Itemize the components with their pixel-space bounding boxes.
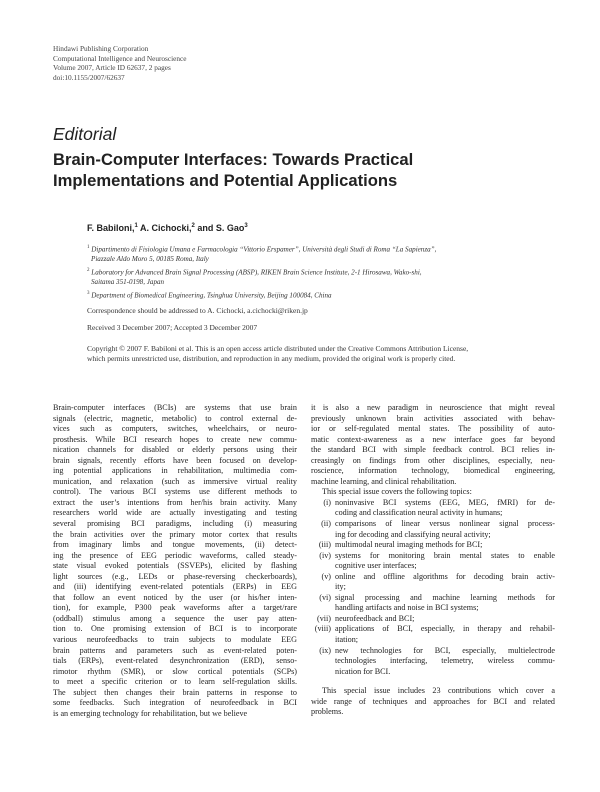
left-column (53, 403, 297, 719)
topic-text: technologies interfacing, telemetry, wireless commu- (335, 656, 555, 666)
text-line: researchers world wide are actually investigating and testing (53, 508, 297, 518)
affiliation-number: 3 (87, 290, 90, 296)
topic-item (311, 646, 555, 657)
topic-text: applications of BCI, especially, in therapy and rehabil- (335, 624, 555, 634)
topic-item (311, 530, 555, 541)
topic-item (311, 572, 555, 583)
volume-info: Volume 2007, Article ID 62637, 2 pages (53, 63, 171, 73)
author-name: A. Cichocki, (137, 223, 192, 233)
topic-text: signal processing and machine learning methods for (335, 592, 555, 602)
text-line: and (iii) identifying event-related potentials (ERPs) in EEG (53, 582, 297, 592)
topic-item (311, 582, 555, 593)
affiliation-line: Dipartimento di Fisiologia Umana e Farmacologia “Vittorio Erspamer”, Università degli Studi di Roma “La Sapienza”, (91, 245, 437, 254)
text-line: matic context-awareness as a new interface goes far beyond (311, 434, 555, 444)
text-line: prosthesis. While BCI research hopes to create new commu- (53, 434, 297, 444)
text-line: signals (electric, magnetic, metabolic) to control external de- (53, 413, 297, 423)
text-line: is an emerging technology for rehabilitation, but we believe (53, 708, 248, 718)
text-line: some feedbacks. Such integration of neurofeedback in BCI (53, 698, 297, 708)
author-name: F. Babiloni, (87, 223, 135, 233)
text-line: several promising BCI paradigms, including (i) measuring (53, 519, 297, 529)
article-title (53, 149, 553, 191)
topic-item (311, 519, 555, 530)
intro-paragraph (311, 403, 555, 487)
affiliation-marker: 3 (244, 223, 248, 229)
received-date: Received 3 December 2007; Accepted 3 December 2007 (87, 323, 258, 332)
topic-text: comparisons of linear versus nonlinear signal process- (335, 519, 555, 529)
topic-text: neurofeedback and BCI; (335, 613, 415, 623)
affiliation (87, 289, 557, 301)
topic-item (311, 624, 555, 635)
topic-text: nication for BCI. (335, 666, 391, 676)
publisher: Hindawi Publishing Corporation (53, 44, 149, 53)
copyright-notice (87, 344, 557, 364)
topic-item (311, 498, 555, 509)
topic-number: (v) (321, 571, 331, 581)
text-line: munication, and relaxation (such as immersive virtual reality (53, 476, 297, 486)
topic-number: (vii) (317, 613, 331, 623)
journal-header (53, 44, 187, 82)
text-line: previously unknown brain activities associated with behav- (311, 413, 555, 423)
text-line: vices such as computers, switches, wheelchairs, or neuro- (53, 424, 297, 434)
topic-number: (viii) (314, 624, 331, 634)
text-line: (oddball) stimulus among a sequence the user pay atten- (53, 613, 297, 623)
topic-text: online and offline algorithms for decoding brain activ- (335, 571, 555, 581)
topic-text: ing for decoding and classifying neural activity; (335, 529, 491, 539)
copyright-line: which permits unrestricted use, distribution, and reproduction in any medium, provided the original work is properly cited. (87, 354, 456, 363)
topic-item (311, 614, 555, 625)
closing-paragraph (311, 686, 555, 718)
topic-item (311, 551, 555, 562)
topic-text: handling artifacts and noise in BCI systems; (335, 603, 479, 613)
title-line: Brain-Computer Interfaces: Towards Practical (53, 150, 414, 169)
affiliation-line: Saitama 351-0198, Japan (91, 277, 165, 286)
title-line: Implementations and Potential Applications (53, 171, 398, 190)
text-line: various neurofeedbacks to train subjects to modulate EEG (53, 635, 297, 645)
text-line: it is also a new paradigm in neuroscience that might reveal (311, 403, 555, 412)
topic-text: noninvasive BCI systems (EEG, MEG, fMRI) for de- (335, 497, 555, 507)
text-line: Brain-computer interfaces (BCIs) are systems that use brain (53, 403, 297, 412)
topic-item (311, 561, 555, 572)
topic-text: cognitive user interfaces; (335, 561, 417, 571)
section-label: Editorial (53, 124, 117, 144)
text-line: ing the presence of EEG periodic waveforms, called steady- (53, 550, 297, 560)
affiliation-line: Piazzale Aldo Moro 5, 00185 Roma, Italy (91, 255, 209, 264)
topic-number: (ii) (321, 519, 331, 529)
topic-number: (iii) (318, 540, 331, 550)
topic-number: (vi) (319, 592, 331, 602)
text-line: tials (ERPs), event-related desynchronization (ERD), senso- (53, 656, 297, 666)
text-line: extract the user’s intentions from her/his brain activity. Many (53, 497, 297, 507)
text-line: tion), for example, P300 peak waveforms after a target/rare (53, 603, 297, 613)
author-list (87, 223, 248, 233)
topic-text: multimodal neural imaging methods for BCI; (335, 540, 483, 550)
text-line: creasingly on findings from other disciplines, especially, neu- (311, 455, 555, 465)
topics-intro: This special issue covers the following topics: (322, 487, 472, 497)
topic-item (311, 667, 555, 678)
topic-list (311, 498, 555, 677)
journal-name: Computational Intelligence and Neuroscience (53, 53, 187, 63)
correspondence: Correspondence should be addressed to A. Cichocki, a.cichocki@riken.jp (87, 306, 308, 315)
affiliation-number: 2 (87, 267, 90, 273)
text-line: the standard BCI with simple feedback control. BCI relies in- (311, 445, 555, 455)
doi: doi:10.1155/2007/62637 (53, 72, 125, 82)
text-line: wide range of techniques and approaches for BCI and related (311, 696, 555, 706)
text-line: from imaginary limbs and tongue movements, (ii) detect- (53, 540, 297, 550)
affiliation-marker: 2 (191, 223, 195, 229)
topic-number: (i) (323, 497, 331, 507)
topic-number: (iv) (319, 550, 331, 560)
text-line: to meet a specific criterion or to learn self-regulation skills. (53, 677, 297, 687)
affiliations (87, 243, 557, 302)
right-column (311, 403, 555, 718)
author-name: and S. Gao (194, 223, 245, 233)
text-line: problems. (311, 707, 344, 717)
text-line: machine learning, and clinical rehabilitation. (311, 476, 457, 486)
topic-text: itation; (335, 635, 359, 645)
topic-number: (ix) (319, 645, 331, 655)
copyright-line: Copyright © 2007 F. Babiloni et al. This is an open access article distributed under the Creative Commons Attribution License, (87, 344, 469, 353)
topic-text: ity; (335, 582, 346, 592)
text-line: roscience, information technology, biomedical engineering, (311, 466, 555, 476)
topic-item (311, 540, 555, 551)
text-line: rimotor rhythm (SMR), or slow cortical potentials (SCPs) (53, 666, 297, 676)
affiliation (87, 243, 557, 265)
topic-text: coding and classification neural activity in humans; (335, 508, 503, 518)
topic-item (311, 508, 555, 519)
text-line: ing potential applications in rehabilitation, multimedia com- (53, 466, 297, 476)
topic-item (311, 635, 555, 646)
text-line: The subject then changes their brain patterns in response to (53, 687, 297, 697)
affiliation-line: Department of Biomedical Engineering, Tsinghua University, Beijing 100084, China (91, 290, 332, 299)
topic-item (311, 603, 555, 614)
text-line: ior or self-regulated mental states. The possibility of auto- (311, 424, 555, 434)
affiliation-line: Laboratory for Advanced Brain Signal Processing (ABSP), RIKEN Brain Science Institute, 2-1 Hirosawa, Wako-shi, (91, 268, 422, 277)
text-line: state visual evoked potentials (SSVEPs), elicited by flashing (53, 561, 297, 571)
text-line: the brain activities over the primary motor cortex that results (53, 529, 297, 539)
topic-item (311, 593, 555, 604)
affiliation-number: 1 (87, 245, 90, 250)
topic-text: systems for monitoring brain mental states to enable (335, 550, 555, 560)
text-line: control). The various BCI systems use different methods to (53, 487, 297, 497)
text-line: that follow an event noticed by the user (or his/her inten- (53, 592, 297, 602)
affiliation (87, 266, 557, 288)
topic-item (311, 656, 555, 667)
text-line: brain signals, recently efforts have been focused on develop- (53, 455, 297, 465)
affiliation-marker: 1 (134, 223, 138, 229)
text-line: This special issue includes 23 contributions which cover a (322, 686, 555, 696)
text-line: tion to. One promising extension of BCI is to incorporate (53, 624, 297, 634)
topic-text: new technologies for BCI, especially, multielectrode (335, 645, 555, 655)
text-line: nication channels for disabled or elderly persons using their (53, 445, 297, 455)
text-line: light sources (e.g., LEDs or phase-reversing checkerboards), (53, 571, 297, 581)
text-line: brain patterns and parameters such as event-related poten- (53, 645, 297, 655)
